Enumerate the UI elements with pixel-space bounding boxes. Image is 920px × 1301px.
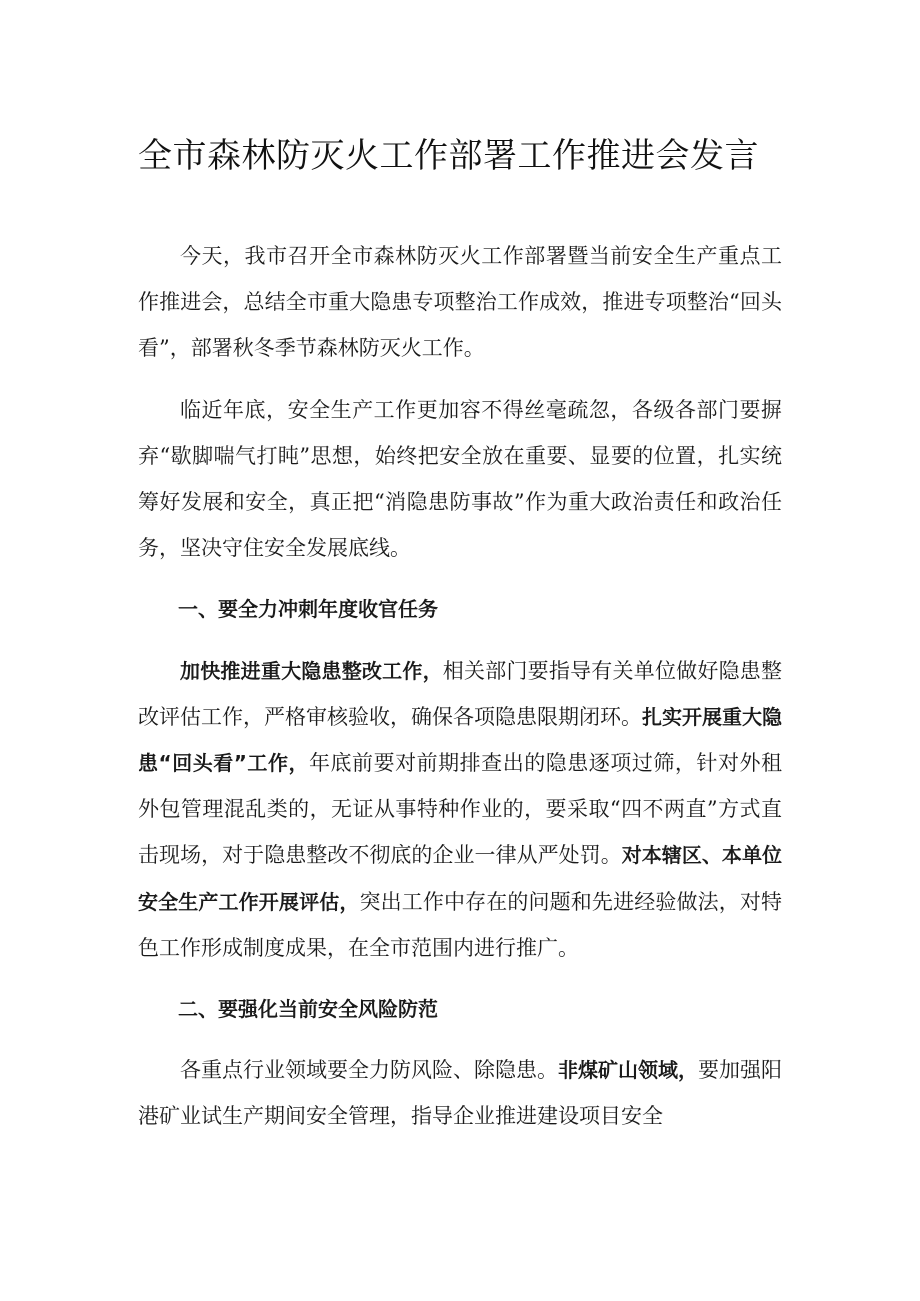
section-1-bold-lead-3: 对本辖区、本单位安全生产工作开展评估， — [138, 843, 782, 914]
intro-paragraph: 今天，我市召开全市森林防灭火工作部署暨当前安全生产重点工作推进会，总结全市重大隐患专项整治工作成效，推进专项整治“回头看”，部署秋冬季节森林防灭火工作。 — [138, 244, 782, 361]
section-1-text-3: 突出工作中存在的问题和先进经验做法，对特色工作形成制度成果，在全市范围内进行推广。 — [138, 889, 783, 960]
section-2-paragraph — [138, 1047, 782, 1139]
section-1-paragraph — [138, 648, 782, 971]
section-heading-1: 一、要全力冲刺年度收官任务 — [178, 597, 438, 622]
section-2-text-1: 各重点行业领域要全力防风险、除隐患。 — [180, 1058, 558, 1083]
document-body — [138, 233, 782, 1155]
section-1-text-1: 相关部门要指导有关单位做好隐患整改评估工作，严格审核验收，确保各项隐患限期闭环。 — [138, 658, 783, 729]
section-2-bold-lead-1: 非煤矿山领域， — [558, 1058, 698, 1083]
section-heading-2: 二、要强化当前安全风险防范 — [178, 997, 438, 1022]
context-paragraph: 临近年底，安全生产工作更加容不得丝毫疏忽，各级各部门要摒弃“歇脚喘气打盹”思想，始终把安全放在重要、显要的位置，扎实统筹好发展和安全，真正把“消隐患防事故”作为重大政治责任和政治任务，坚决守住安全发展底线。 — [138, 397, 782, 561]
section-1-bold-lead-1: 加快推进重大隐患整改工作， — [180, 658, 443, 683]
document-title: 全市森林防灭火工作部署工作推进会发言 — [138, 136, 759, 176]
section-1-bold-lead-2: 扎实开展重大隐患“回头看”工作， — [138, 704, 782, 776]
section-2-text-2: 要加强阳港矿业试生产期间安全管理，指导企业推进建设项目安全 — [138, 1058, 782, 1129]
section-1-text-2: 年底前要对前期排查出的隐患逐项过筛，针对外租外包管理混乱类的，无证从事特种作业的，要采取“四不两直”方式直击现场，对于隐患整改不彻底的企业一律从严处罚。 — [138, 751, 782, 868]
